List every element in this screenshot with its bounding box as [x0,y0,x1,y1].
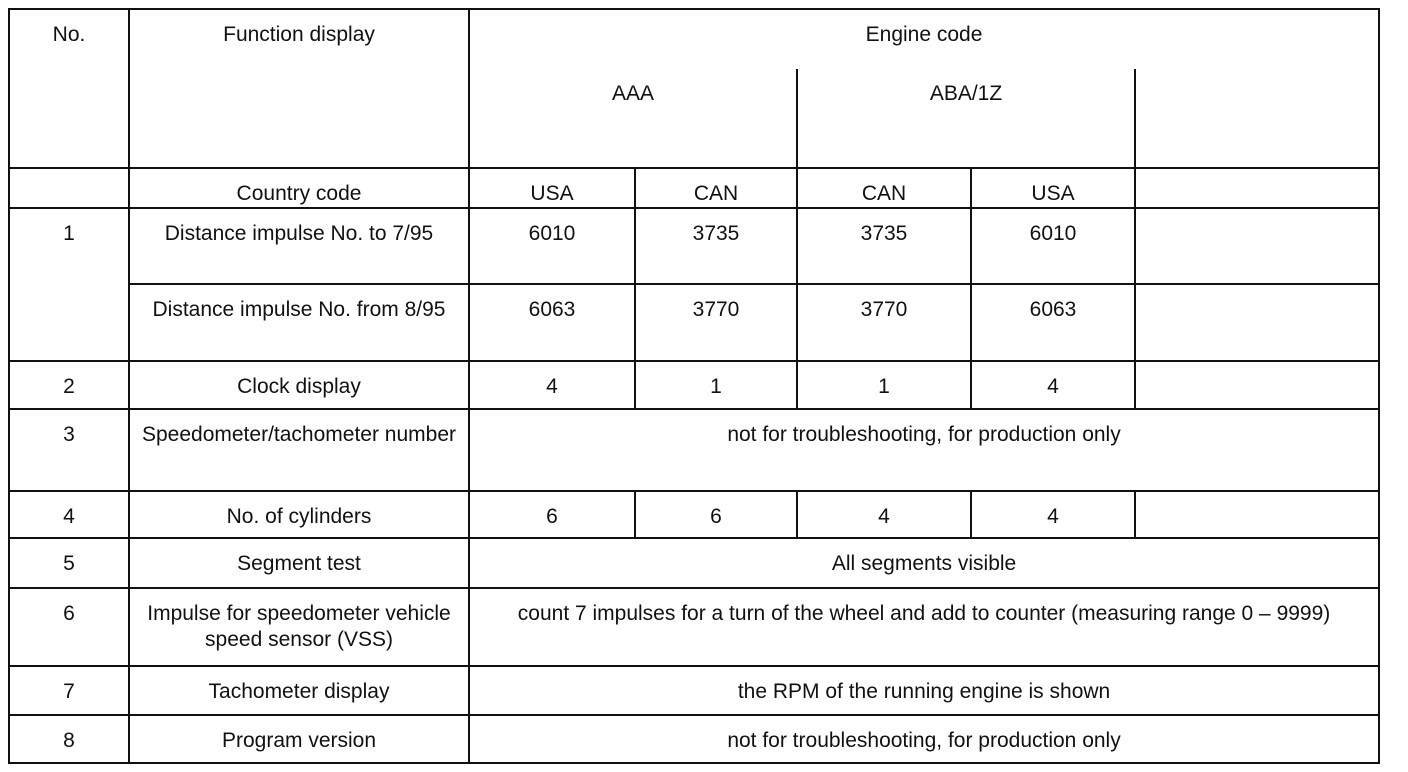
country-label: Country code [129,168,469,208]
row-blank [1135,361,1379,409]
table-row [9,409,1379,491]
row-function: Program version [129,715,469,763]
row-function: Segment test [129,538,469,588]
row-span-text: not for troubleshooting, for production only [469,409,1379,491]
row-function: Speedometer/tachometer number [129,409,469,491]
header-engine-code: Engine code [469,9,1379,69]
table-row [9,208,1379,284]
row-value: 1 [797,361,971,409]
header-no: No. [9,9,129,168]
country-code-1: USA [469,168,635,208]
row-value: 6 [635,491,797,537]
row-value: 6063 [469,284,635,360]
row-value: 6 [469,491,635,537]
row-span-text: All segments visible [469,538,1379,588]
row-no: 8 [9,715,129,763]
row-function: Distance impulse No. to 7/95 [129,208,469,284]
country-code-4: USA [971,168,1135,208]
engine-blank [1135,69,1379,168]
row-value: 4 [469,361,635,409]
row-blank [1135,491,1379,537]
header-function-display: Function display [129,9,469,168]
row-span-text: count 7 impulses for a turn of the wheel and add to counter (measuring range 0 – 9999) [469,588,1379,666]
table-row [9,588,1379,666]
row-value: 6063 [971,284,1135,360]
document-page [8,8,1378,764]
country-no [9,168,129,208]
table-row [9,715,1379,763]
row-value: 4 [971,491,1135,537]
row-no: 4 [9,491,129,537]
row-blank [1135,284,1379,360]
row-no: 5 [9,538,129,588]
country-row [9,168,1379,208]
row-value: 3770 [797,284,971,360]
row-value: 4 [971,361,1135,409]
row-function: Impulse for speedometer vehicle speed sensor (VSS) [129,588,469,666]
table-row [9,361,1379,409]
table-row [9,538,1379,588]
table-row [9,284,1379,360]
row-function: Clock display [129,361,469,409]
row-function: Distance impulse No. from 8/95 [129,284,469,360]
table-row [9,491,1379,537]
country-code-2: CAN [635,168,797,208]
row-no: 1 [9,208,129,361]
row-no: 7 [9,666,129,714]
row-blank [1135,208,1379,284]
function-display-table [8,8,1380,764]
row-no: 3 [9,409,129,491]
row-function: Tachometer display [129,666,469,714]
country-blank [1135,168,1379,208]
row-value: 6010 [971,208,1135,284]
header-row [9,9,1379,69]
engine-aba-1z: ABA/1Z [797,69,1135,168]
row-no: 2 [9,361,129,409]
row-value: 3770 [635,284,797,360]
row-value: 3735 [797,208,971,284]
country-code-3: CAN [797,168,971,208]
row-value: 4 [797,491,971,537]
row-value: 1 [635,361,797,409]
table-row [9,666,1379,714]
row-span-text: the RPM of the running engine is shown [469,666,1379,714]
row-value: 6010 [469,208,635,284]
row-value: 3735 [635,208,797,284]
engine-aaa: AAA [469,69,797,168]
row-no: 6 [9,588,129,666]
row-function: No. of cylinders [129,491,469,537]
row-span-text: not for troubleshooting, for production only [469,715,1379,763]
